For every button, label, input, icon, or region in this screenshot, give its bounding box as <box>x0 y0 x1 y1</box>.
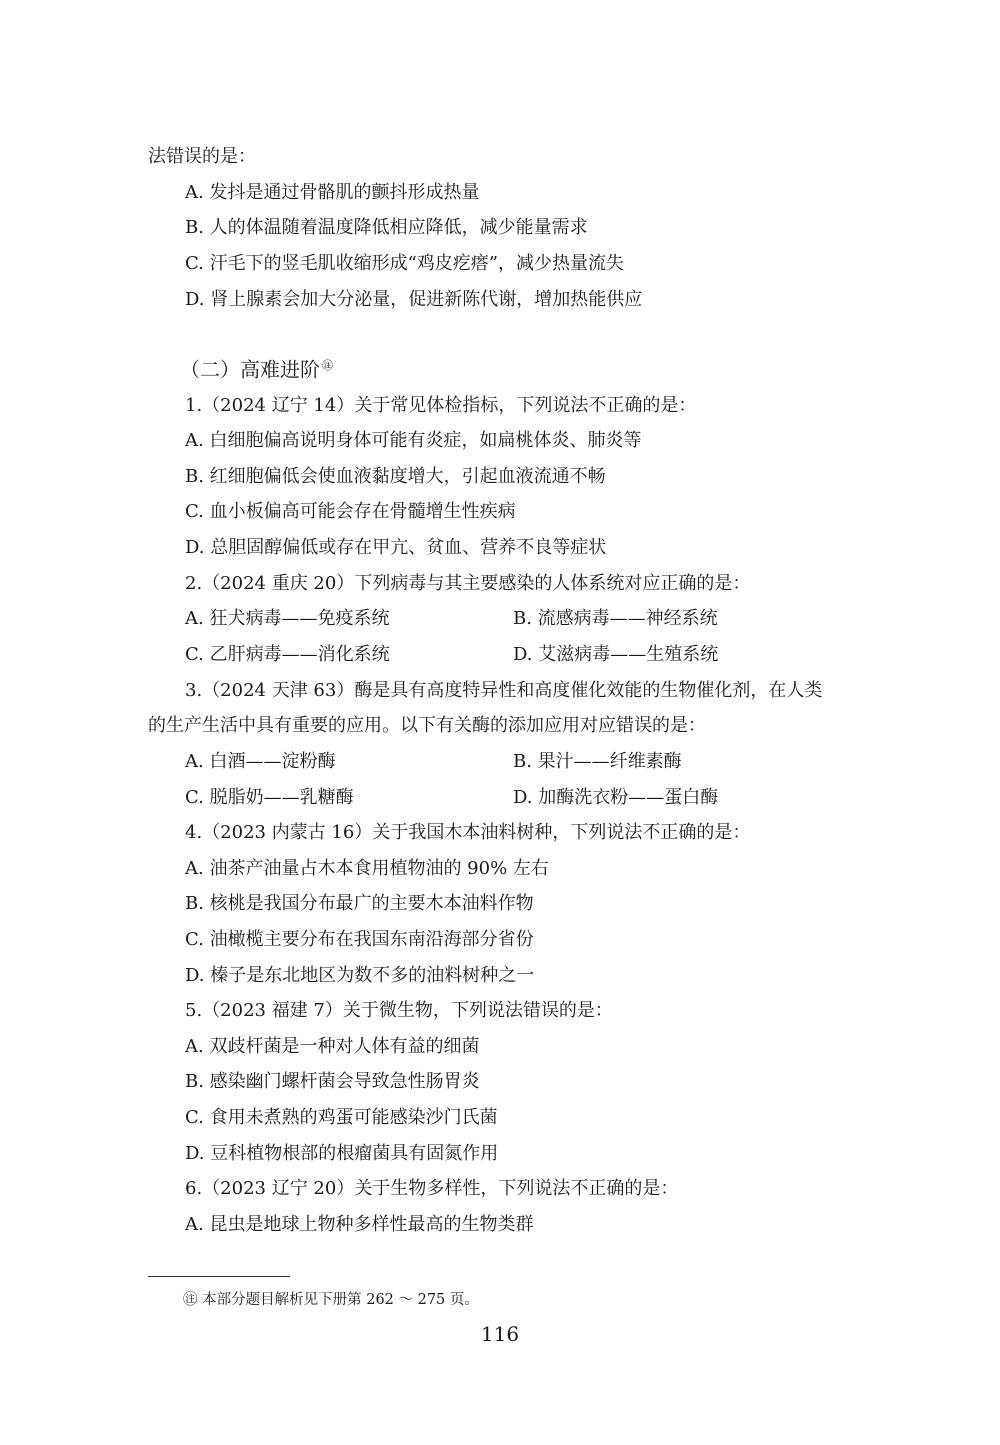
question-4-option-a: A. 油茶产油量占木本食用植物油的 90% 左右 <box>185 858 549 879</box>
question-4-option-c: C. 油橄榄主要分布在我国东南沿海部分省份 <box>185 929 534 950</box>
question-3-option-b: B. 果汁——纤维素酶 <box>513 751 682 772</box>
question-5-option-c: C. 食用未煮熟的鸡蛋可能感染沙门氏菌 <box>185 1107 498 1128</box>
question-5-option-d: D. 豆科植物根部的根瘤菌具有固氮作用 <box>185 1143 499 1164</box>
option-d: D. 肾上腺素会加大分泌量，促进新陈代谢，增加热能供应 <box>185 289 643 310</box>
question-2-option-b: B. 流感病毒——神经系统 <box>513 608 718 629</box>
question-1-option-c: C. 血小板偏高可能会存在骨髓增生性疾病 <box>185 501 516 522</box>
question-1-option-a: A. 白细胞偏高说明身体可能有炎症，如扁桃体炎、肺炎等 <box>185 430 642 451</box>
question-5-option-b: B. 感染幽门螺杆菌会导致急性肠胃炎 <box>185 1071 480 1092</box>
footnote-rule <box>148 1276 290 1277</box>
question-3-stem-line2: 的生产生活中具有重要的应用。以下有关酶的添加应用对应错误的是： <box>148 715 706 736</box>
section-heading <box>180 352 333 384</box>
option-a: A. 发抖是通过骨骼肌的颤抖形成热量 <box>185 182 480 203</box>
question-5-option-a: A. 双歧杆菌是一种对人体有益的细菌 <box>185 1036 480 1057</box>
question-3-option-c: C. 脱脂奶——乳糖酶 <box>185 787 354 808</box>
note-mark-icon: ㊟ <box>322 359 333 372</box>
question-5-stem: 5.（2023 福建 7）关于微生物，下列说法错误的是： <box>185 1000 613 1021</box>
question-3-option-d: D. 加酶洗衣粉——蛋白酶 <box>513 787 719 808</box>
question-2-option-d: D. 艾滋病毒——生殖系统 <box>513 644 719 665</box>
option-b: B. 人的体温随着温度降低相应降低，减少能量需求 <box>185 217 588 238</box>
question-6-stem: 6.（2023 辽宁 20）关于生物多样性，下列说法不正确的是： <box>185 1178 679 1199</box>
page-number: 116 <box>480 1322 520 1346</box>
question-4-option-d: D. 榛子是东北地区为数不多的油料树种之一 <box>185 965 535 986</box>
footnote: ㊟ 本部分题目解析见下册第 262 ～ 275 页。 <box>183 1292 479 1308</box>
question-1-stem: 1.（2024 辽宁 14）关于常见体检指标，下列说法不正确的是： <box>185 395 697 416</box>
question-2-stem: 2.（2024 重庆 20）下列病毒与其主要感染的人体系统对应正确的是： <box>185 573 751 594</box>
question-1-option-b: B. 红细胞偏低会使血液黏度增大，引起血液流通不畅 <box>185 466 606 487</box>
question-2-option-a: A. 狂犬病毒——免疫系统 <box>185 608 390 629</box>
question-stem-continuation: 法错误的是： <box>148 146 256 167</box>
section-title: （二）高难进阶 <box>180 357 320 382</box>
question-4-option-b: B. 核桃是我国分布最广的主要木本油料作物 <box>185 893 534 914</box>
option-c: C. 汗毛下的竖毛肌收缩形成“鸡皮疙瘩”，减少热量流失 <box>185 253 624 274</box>
question-2-option-c: C. 乙肝病毒——消化系统 <box>185 644 390 665</box>
question-3-stem-line1: 3.（2024 天津 63）酶是具有高度特异性和高度催化效能的生物催化剂，在人类 <box>185 680 823 701</box>
question-4-stem: 4.（2023 内蒙古 16）关于我国木本油料树种，下列说法不正确的是： <box>185 822 751 843</box>
question-6-option-a: A. 昆虫是地球上物种多样性最高的生物类群 <box>185 1214 534 1235</box>
question-3-option-a: A. 白酒——淀粉酶 <box>185 751 336 772</box>
question-1-option-d: D. 总胆固醇偏低或存在甲亢、贫血、营养不良等症状 <box>185 537 607 558</box>
